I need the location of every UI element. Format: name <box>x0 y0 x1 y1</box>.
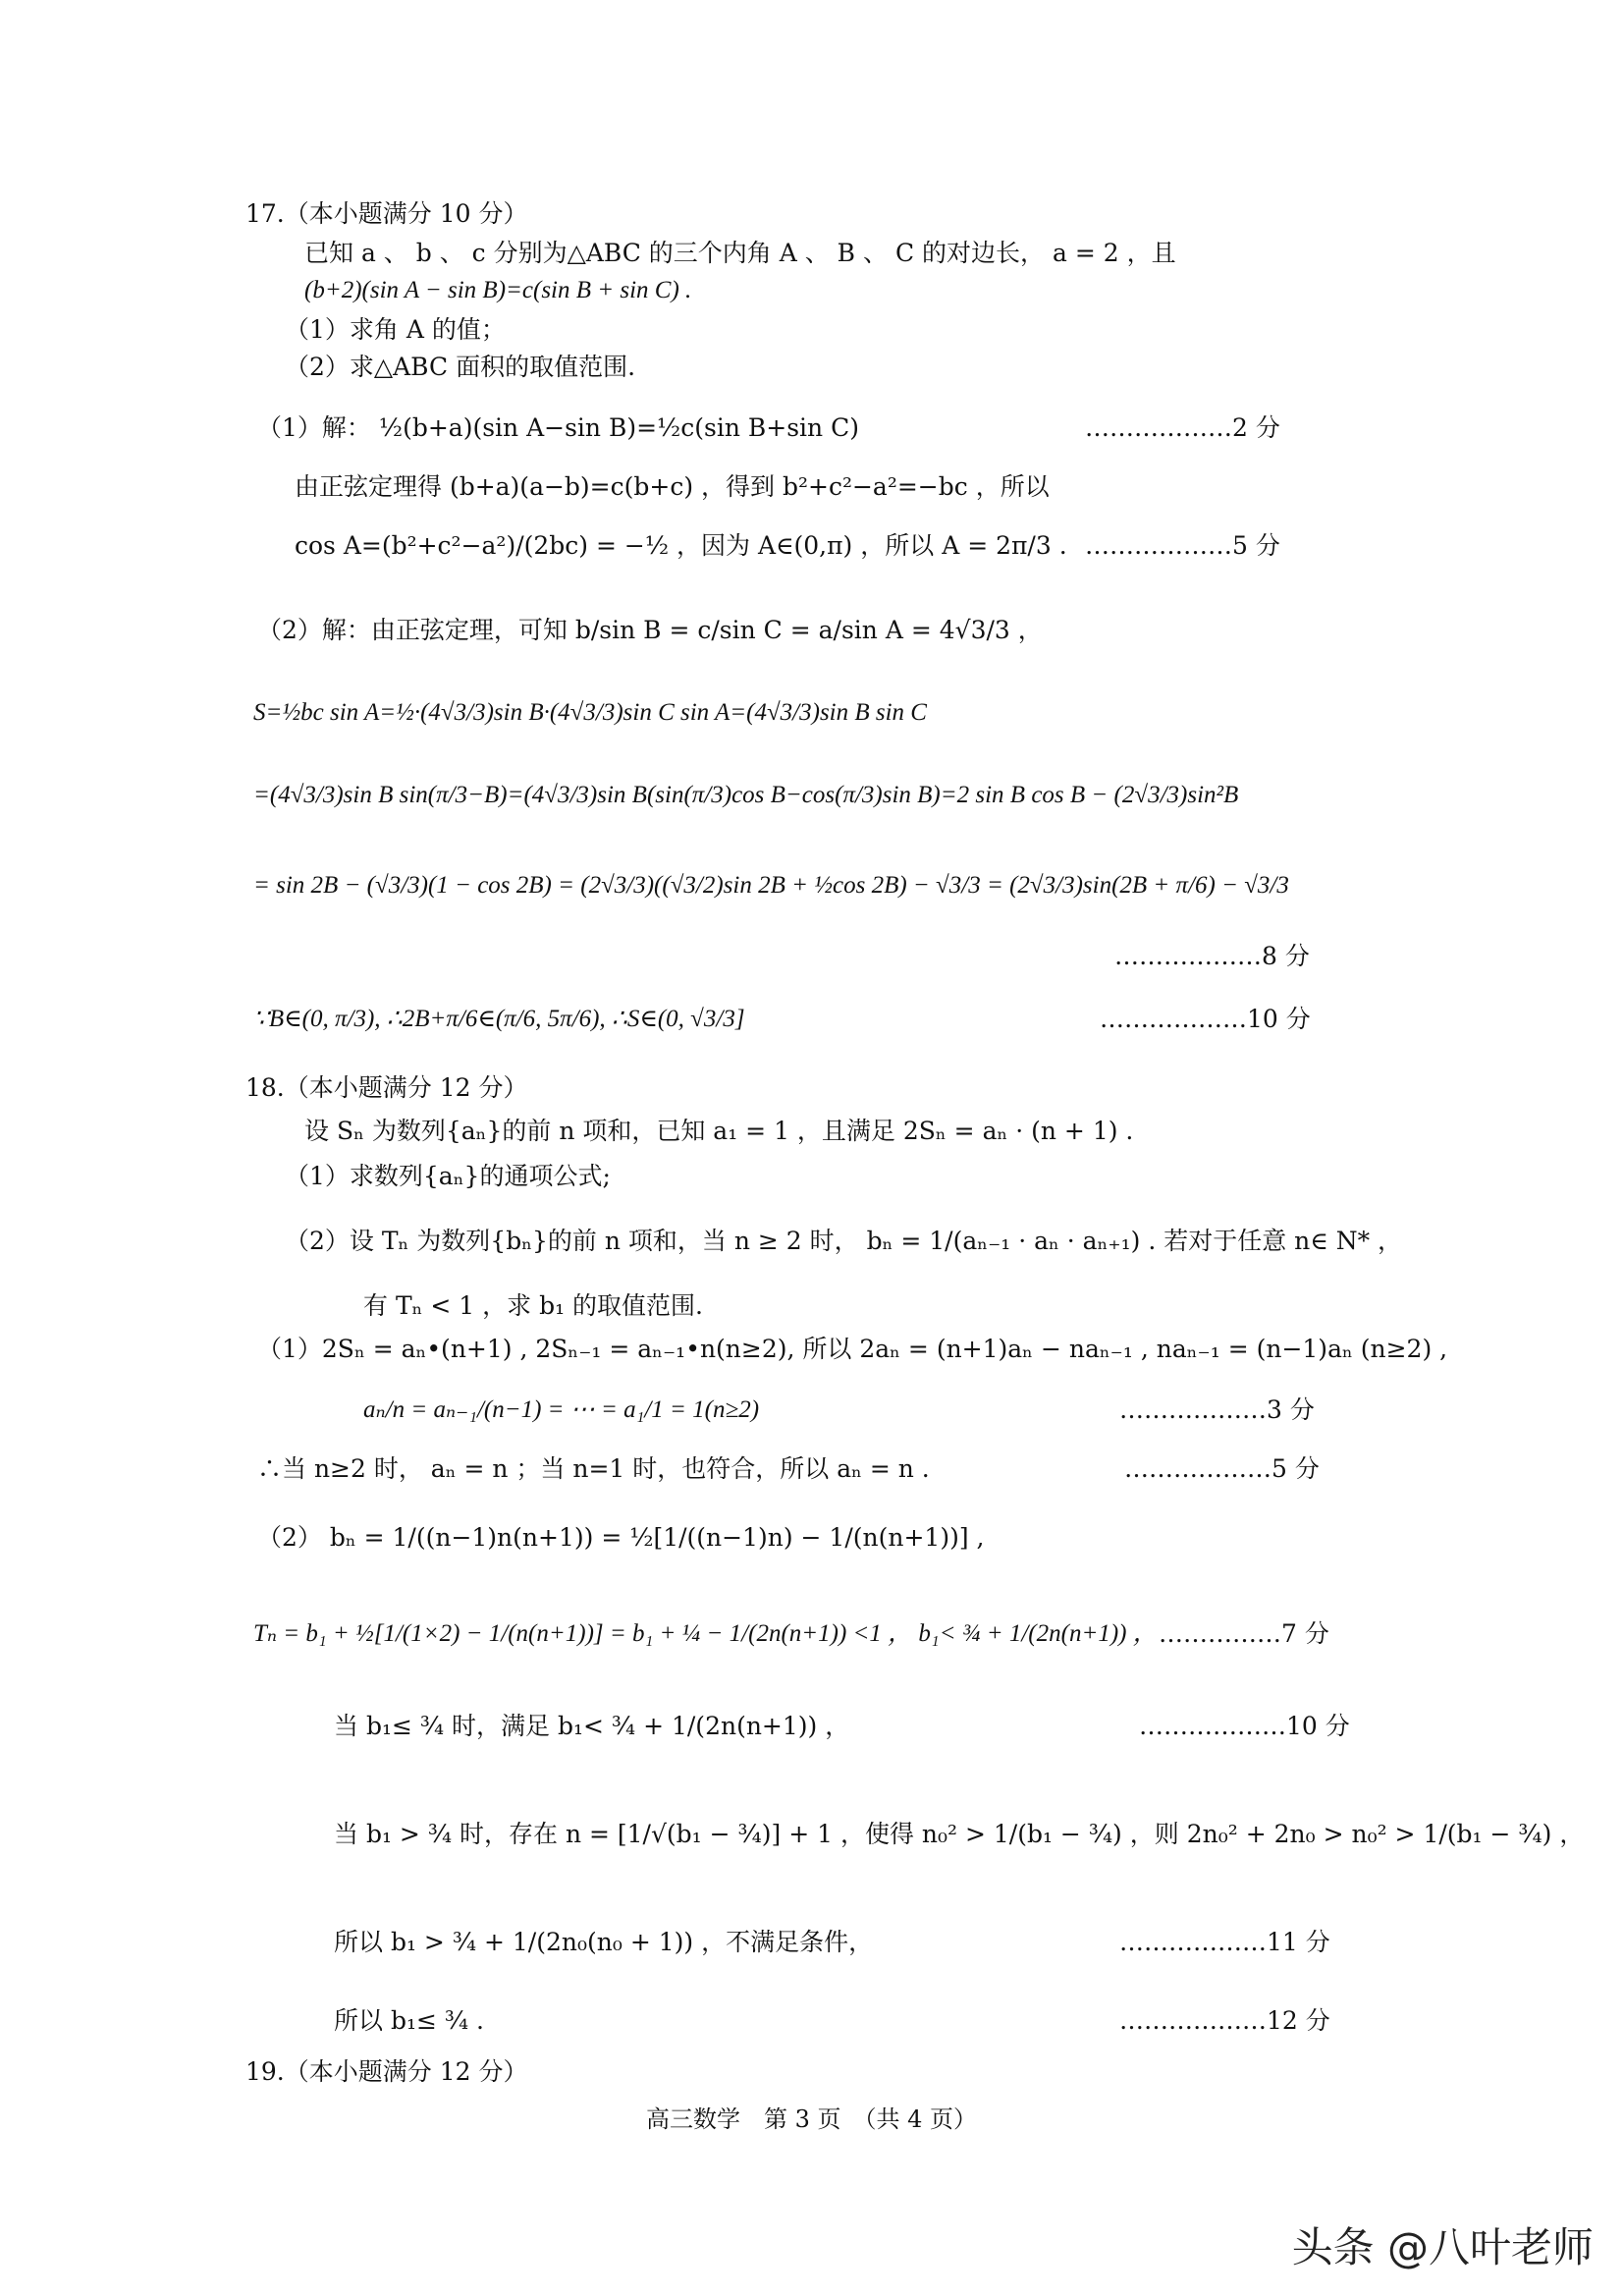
q18-solution1-line3: ∴当 n≥2 时， aₙ = n ；当 n=1 时，也符合，所以 aₙ = n . <box>257 1454 930 1483</box>
q17-score-2: ………………2 分 <box>1085 413 1280 442</box>
q18-part1: （1）求数列{aₙ}的通项公式; <box>285 1162 611 1190</box>
q17-stem-line2: (b+2)(sin A − sin B)=c(sin B + sin C) . <box>304 277 692 303</box>
q17-solution1-line1: （1）解： ½(b+a)(sin A−sin B)=½c(sin B+sin C) <box>257 413 859 442</box>
q18-solution2-line1: （2） bₙ = 1/((n−1)n(n+1)) = ½[1/((n−1)n) − 1/(n(n+1))] , <box>257 1523 985 1552</box>
q18-score-12: ………………12 分 <box>1119 2006 1330 2035</box>
q18-solution1-line2: aₙ/n = aₙ₋₁/(n−1) = ⋯ = a₁/1 = 1(n≥2) <box>363 1396 760 1423</box>
q17-solution2-line3: =(4√3/3)sin B sin(π/3−B)=(4√3/3)sin B(sin(π/3)cos B−cos(π/3)sin B)=2 sin B cos B − (2√3/3)sin²B <box>253 782 1239 808</box>
q17-part1: （1）求角 A 的值； <box>285 315 506 344</box>
q17-header: 17.（本小题满分 10 分） <box>245 199 528 228</box>
q18-header: 18.（本小题满分 12 分） <box>245 1073 528 1102</box>
q18-solution2-line2: Tₙ = b₁ + ½[1/(1×2) − 1/(n(n+1))] = b₁ + ¼ − 1/(2n(n+1)) <1 ， b₁< ¾ + 1/(2n(n+1)) ， <box>253 1620 1158 1647</box>
watermark: 头条 @八叶老师 <box>1291 2223 1594 2271</box>
q17-solution2-line1: （2）解：由正弦定理，可知 b/sin B = c/sin C = a/sin A = 4√3/3 ， <box>257 616 1043 644</box>
q18-solution2-line5: 所以 b₁ > ¾ + 1/(2n₀(n₀ + 1)) ，不满足条件， <box>334 1928 874 1956</box>
q18-score-5: ………………5 分 <box>1124 1454 1320 1483</box>
page-footer: 高三数学 第 3 页 （共 4 页） <box>645 2105 978 2133</box>
q18-solution2-line6: 所以 b₁≤ ¾ . <box>334 2006 484 2035</box>
q17-solution2-line4: = sin 2B − (√3/3)(1 − cos 2B) = (2√3/3)((√3/2)sin 2B + ½cos 2B) − √3/3 = (2√3/3)sin(2B + π/6) − √3/3 <box>253 872 1289 899</box>
q17-stem-line1: 已知 a 、 b 、 c 分别为△ABC 的三个内角 A 、 B 、 C 的对边长， a = 2 ，且 <box>304 239 1176 267</box>
q17-solution1-line2: 由正弦定理得 (b+a)(a−b)=c(b+c) ，得到 b²+c²−a²=−bc ，所以 <box>295 472 1050 501</box>
q18-solution2-line3: 当 b₁≤ ¾ 时，满足 b₁< ¾ + 1/(2n(n+1)) ， <box>334 1712 850 1740</box>
q18-solution1-line1: （1）2Sₙ = aₙ•(n+1) , 2Sₙ₋₁ = aₙ₋₁•n(n≥2), 所以 2aₙ = (n+1)aₙ − naₙ₋₁ , naₙ₋₁ = (n−1)aₙ (n≥2) , <box>257 1335 1448 1363</box>
q18-score-11: ………………11 分 <box>1119 1928 1330 1956</box>
q18-stem: 设 Sₙ 为数列{aₙ}的前 n 项和，已知 a₁ = 1 ，且满足 2Sₙ = aₙ · (n + 1) . <box>304 1117 1134 1145</box>
q18-solution2-line4: 当 b₁ > ¾ 时，存在 n = [1/√(b₁ − ¾)] + 1 ，使得 n₀² > 1/(b₁ − ¾) ，则 2n₀² + 2n₀ > n₀² > 1/(b₁ − ¾) ， <box>334 1820 1585 1848</box>
q17-part2: （2）求△ABC 面积的取值范围. <box>285 353 636 381</box>
q18-part2: （2）设 Tₙ 为数列{bₙ}的前 n 项和，当 n ≥ 2 时， bₙ = 1/(aₙ₋₁ · aₙ · aₙ₊₁) . 若对于任意 n∈ N* ， <box>285 1227 1403 1255</box>
q18-part2-cont: 有 Tₙ < 1 ，求 b₁ 的取值范围. <box>363 1291 703 1320</box>
q18-score-7: ……………7 分 <box>1159 1619 1329 1648</box>
q17-score-10: ………………10 分 <box>1100 1005 1311 1033</box>
q17-solution2-line5: ∵B∈(0, π/3), ∴2B+π/6∈(π/6, 5π/6), ∴S∈(0, √3/3] <box>253 1006 745 1032</box>
q18-score-10: ………………10 分 <box>1139 1712 1350 1740</box>
q17-score-8: ………………8 分 <box>1114 942 1310 970</box>
q17-score-5: ………………5 分 <box>1085 531 1280 560</box>
q19-header: 19.（本小题满分 12 分） <box>245 2057 528 2086</box>
q17-solution1-line3: cos A=(b²+c²−a²)/(2bc) = −½ ，因为 A∈(0,π) ，所以 A = 2π/3 . <box>295 531 1067 560</box>
q18-score-3: ………………3 分 <box>1119 1395 1315 1424</box>
q17-solution2-line2: S=½bc sin A=½·(4√3/3)sin B·(4√3/3)sin C sin A=(4√3/3)sin B sin C <box>253 699 927 726</box>
